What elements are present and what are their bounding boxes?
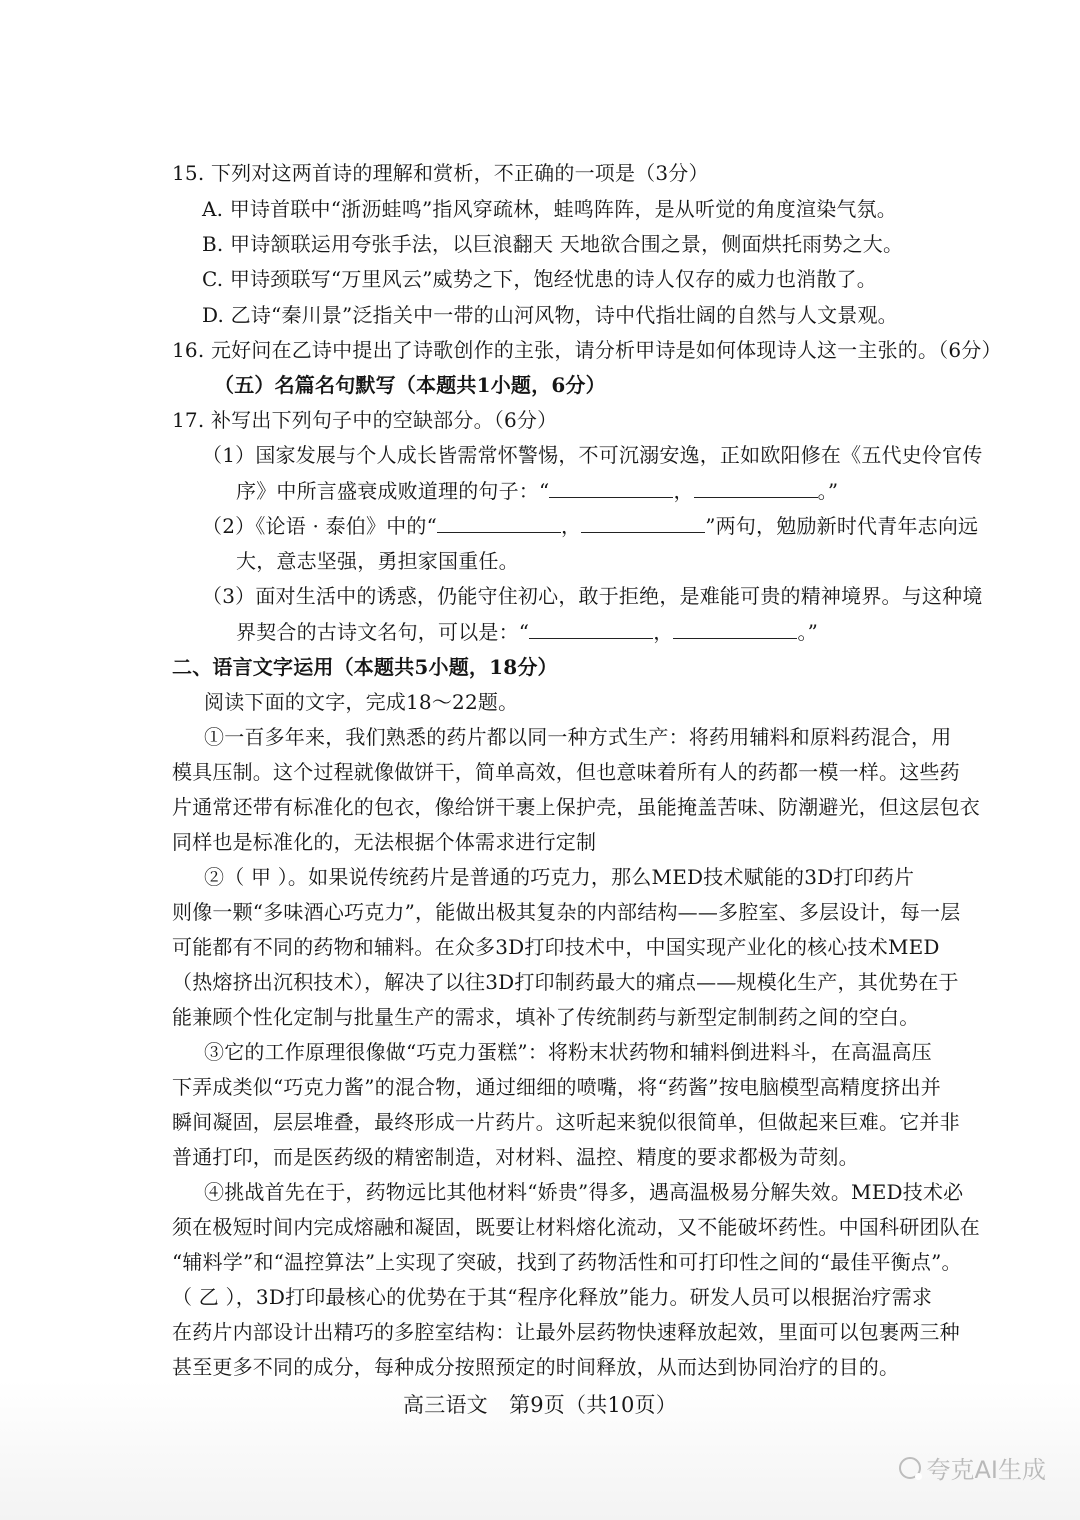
q17-item2-prefix: （2）《论语 · 泰伯》中的“ [202, 514, 438, 538]
passage-p4-line: ④挑战首先在于，药物远比其他材料“娇贵”得多，遇高温极易分解失效。MED技术必 [204, 1180, 964, 1204]
passage-p1-line: 片通常还带有标准化的包衣，像给饼干裹上保护壳，虽能掩盖苦味、防潮避光，但这层包衣 [172, 795, 980, 819]
page-footer: 高三语文 第9页（共10页） [403, 1393, 677, 1417]
passage-p2-line: 可能都有不同的药物和辅料。在众多3D打印技术中，中国实现产业化的核心技术MED [172, 935, 940, 959]
watermark-text: 夸克AI生成 [926, 1456, 1046, 1484]
passage-p3-line: 下弄成类似“巧克力酱”的混合物，通过细细的喷嘴，将“药酱”按电脑模型高精度挤出并 [172, 1075, 941, 1099]
part2-instruction: 阅读下面的文字，完成18～22题。 [204, 690, 519, 714]
q17-stem: 17. 补写出下列句子中的空缺部分。（6分） [172, 408, 558, 432]
q17-item3-suffix: 。” [797, 620, 819, 644]
q17-item1-prefix: 序》中所言盛衰成败道理的句子：“ [236, 479, 550, 503]
q17-item2-line1 [202, 513, 978, 539]
q16-stem: 16. 元好问在乙诗中提出了诗歌创作的主张，请分析甲诗是如何体现诗人这一主张的。（6分） [172, 338, 1002, 362]
q17-item1-blank-2[interactable] [694, 479, 818, 498]
q17-item3-line1: （3）面对生活中的诱惑，仍能守住初心，敢于拒绝，是难能可贵的精神境界。与这种境 [202, 584, 983, 608]
passage-p1-line: ①一百多年来，我们熟悉的药片都以同一种方式生产：将药用辅料和原料药混合，用 [204, 725, 952, 749]
q15-stem: 15. 下列对这两首诗的理解和赏析，不正确的一项是（3分） [172, 161, 709, 185]
passage-p4-line: （ 乙 ），3D打印最核心的优势在于其“程序化释放”能力。研发人员可以根据治疗需求 [172, 1285, 933, 1309]
part2-heading: 二、语言文字运用（本题共5小题，18分） [172, 655, 558, 679]
watermark [899, 1450, 1047, 1485]
q15-option-d: D. 乙诗“秦川景”泛指关中一带的山河风物，诗中代指壮阔的自然与人文景观。 [202, 303, 898, 327]
q17-item3-line2 [236, 619, 818, 645]
passage-p4-line: 在药片内部设计出精巧的多腔室结构：让最外层药物快速释放起效，里面可以包裹两三种 [172, 1320, 960, 1344]
passage-p3-line: 普通打印，而是医药级的精密制造，对材料、温控、精度的要求都极为苛刻。 [172, 1145, 859, 1169]
passage-p2-line: 则像一颗“多味酒心巧克力”，能做出极其复杂的内部结构——多腔室、多层设计，每一层 [172, 900, 961, 924]
passage-p2-line: 能兼顾个性化定制与批量生产的需求，填补了传统制药与新型定制制药之间的空白。 [172, 1005, 920, 1029]
q17-item2-blank-2[interactable] [581, 514, 705, 533]
q17-item1-line2 [236, 478, 838, 504]
passage-p1-line: 同样也是标准化的，无法根据个体需求进行定制 [172, 830, 597, 854]
q17-item1-comma: ， [673, 479, 694, 503]
q17-item3-prefix: 界契合的古诗文名句，可以是：“ [236, 620, 530, 644]
q17-item3-blank-2[interactable] [673, 620, 797, 639]
passage-p3-line: ③它的工作原理很像做“巧克力蛋糕”：将粉末状药物和辅料倒进料斗，在高温高压 [204, 1040, 932, 1064]
quark-logo-icon [899, 1457, 921, 1479]
passage-p4-line: 甚至更多不同的成分，每种成分按照预定的时间释放，从而达到协同治疗的目的。 [172, 1355, 900, 1379]
q17-item1-suffix: 。” [817, 479, 839, 503]
q17-item3-blank-1[interactable] [529, 620, 653, 639]
passage-p4-line: “辅料学”和“温控算法”上实现了突破，找到了药物活性和可打印性之间的“最佳平衡点”。 [172, 1250, 962, 1274]
q17-item2-comma: ， [561, 514, 582, 538]
q15-option-a: A. 甲诗首联中“浙沥蛙鸣”指风穿疏林，蛙鸣阵阵，是从听觉的角度渲染气氛。 [202, 197, 898, 221]
q17-item2-suffix: ”两句，勉励新时代青年志向远 [705, 514, 979, 538]
passage-p3-line: 瞬间凝固，层层堆叠，最终形成一片药片。这听起来貌似很简单，但做起来巨难。它并非 [172, 1110, 960, 1134]
q15-option-b: B. 甲诗颔联运用夸张手法，以巨浪翻天 天地欲合围之景，侧面烘托雨势之大。 [202, 232, 904, 256]
q17-item3-comma: ， [653, 620, 674, 644]
q15-option-c: C. 甲诗颈联写“万里风云”威势之下，饱经忧患的诗人仅存的威力也消散了。 [202, 267, 877, 291]
q17-item1-line1: （1）国家发展与个人成长皆需常怀警惕，不可沉溺安逸，正如欧阳修在《五代史伶官传 [202, 443, 983, 467]
q17-item1-blank-1[interactable] [549, 479, 673, 498]
passage-p2-line: （热熔挤出沉积技术），解决了以往3D打印制药最大的痛点——规模化生产，其优势在于 [172, 970, 959, 994]
q17-item2-line2: 大，意志坚强，勇担家国重任。 [236, 549, 519, 573]
passage-p2-line: ②（ 甲 ）。如果说传统药片是普通的巧克力，那么MED技术赋能的3D打印药片 [204, 865, 915, 889]
passage-p4-line: 须在极短时间内完成熔融和凝固，既要让材料熔化流动，又不能破坏药性。中国科研团队在 [172, 1215, 980, 1239]
q17-item2-blank-1[interactable] [437, 514, 561, 533]
passage-p1-line: 模具压制。这个过程就像做饼干，简单高效，但也意味着所有人的药都一模一样。这些药 [172, 760, 960, 784]
section5-heading: （五）名篇名句默写（本题共1小题，6分） [214, 373, 606, 397]
